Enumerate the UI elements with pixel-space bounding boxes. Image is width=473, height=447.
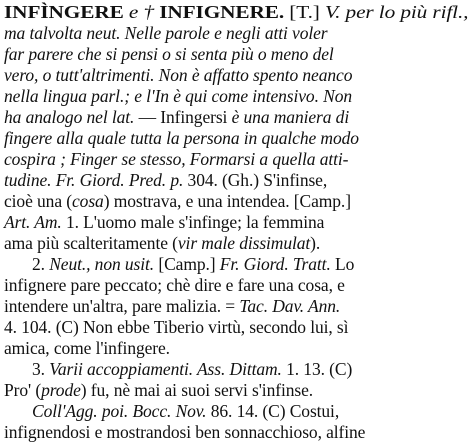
entry-line [4, 337, 170, 359]
entry-line [4, 421, 365, 443]
italic-run: Varii accoppiamenti. Ass. Dittam. [49, 359, 282, 379]
sense-heading-line [32, 253, 354, 275]
headword: INFIGNERE. [159, 2, 285, 22]
entry-line [4, 190, 351, 212]
entry-line [4, 169, 327, 191]
text-run: 86. 14. (C) Costui, [206, 401, 340, 421]
entry-line [4, 232, 320, 254]
text-run: 304. (Gh.) S'infinse, [183, 170, 328, 190]
text-run: 4. 104. (C) Non ebbe Tiberio virtù, secondo lui, sì [4, 317, 349, 337]
headword: INFÌNGERE [4, 2, 124, 22]
text-run: cioè una ( [4, 191, 72, 211]
text-run: 3. [32, 359, 50, 379]
entry-line [4, 379, 313, 401]
italic-run: è una maniera di [231, 107, 350, 127]
entry-line [4, 1, 468, 23]
text-run: 1. L'uomo male s'infinge; la femmina [61, 212, 325, 232]
italic-run: V. per lo più rifl., [324, 2, 469, 22]
italic-run: Tac. Dav. Ann. [239, 296, 341, 316]
text-run: ). [310, 233, 321, 253]
text-run: infignendosi e mostrandosi ben sonnacchioso, alfine [4, 422, 366, 442]
entry-line [4, 274, 345, 296]
entry-line [4, 127, 359, 149]
text-run: — Infingersi [134, 107, 232, 127]
text-run: [Camp.] [154, 254, 220, 274]
entry-line [4, 43, 334, 65]
entry-line [4, 106, 349, 128]
italic-run: Art. Am. [4, 212, 62, 232]
italic-run: e † [123, 2, 160, 22]
italic-run: vir male dissimulat [177, 233, 311, 253]
italic-run: vero, o tutt'altrimenti. Non è affatto spento neanco [4, 65, 353, 85]
text-run: ama più scalteritamente ( [4, 233, 178, 253]
entry-line [4, 148, 348, 170]
italic-run: Fr. Giord. Tratt. [219, 254, 331, 274]
text-run: Lo [330, 254, 355, 274]
italic-run: ha analogo nel lat. [4, 107, 135, 127]
entry-line [4, 295, 340, 317]
italic-run: fingere alla quale tutta la persona in qualche modo [4, 128, 359, 148]
text-run: amica, come l'infingere. [4, 338, 170, 358]
text-run: 2. [32, 254, 50, 274]
entry-line [4, 64, 352, 86]
italic-run: nella lingua parl.; e l'In è qui come intensivo. Non [4, 86, 352, 106]
text-run: Pro' ( [4, 380, 42, 400]
italic-run: prode [41, 380, 81, 400]
text-run: [T.] [284, 2, 325, 22]
entry-line [4, 22, 327, 44]
text-run: ) mostrava, e una intendea. [Camp.] [103, 191, 351, 211]
text-run: ) fu, nè mai ai suoi servi s'infinse. [80, 380, 314, 400]
sense-heading-line [32, 358, 352, 380]
italic-run: cospira ; Finger se stesso, Formarsi a quella atti- [4, 149, 349, 169]
subsense-line [32, 400, 339, 422]
entry-line [4, 85, 352, 107]
entry-line [4, 211, 324, 233]
entry-line [4, 316, 348, 338]
italic-run: Coll'Agg. poi. Bocc. Nov. [32, 401, 207, 421]
italic-run: ma talvolta neut. Nelle parole e negli atti voler [4, 23, 328, 43]
text-run: 1. 13. (C) [281, 359, 353, 379]
italic-run: tudine. Fr. Giord. Pred. p. [4, 170, 184, 190]
text-run: intendere un'altra, pare malizia. = [4, 296, 240, 316]
italic-run: Neut., non usit. [49, 254, 155, 274]
italic-run: cosa [72, 191, 104, 211]
italic-run: far parere che si pensi o si senta più o meno del [4, 44, 334, 64]
text-run: infignere pare peccato; chè dire e fare una cosa, e [4, 275, 345, 295]
